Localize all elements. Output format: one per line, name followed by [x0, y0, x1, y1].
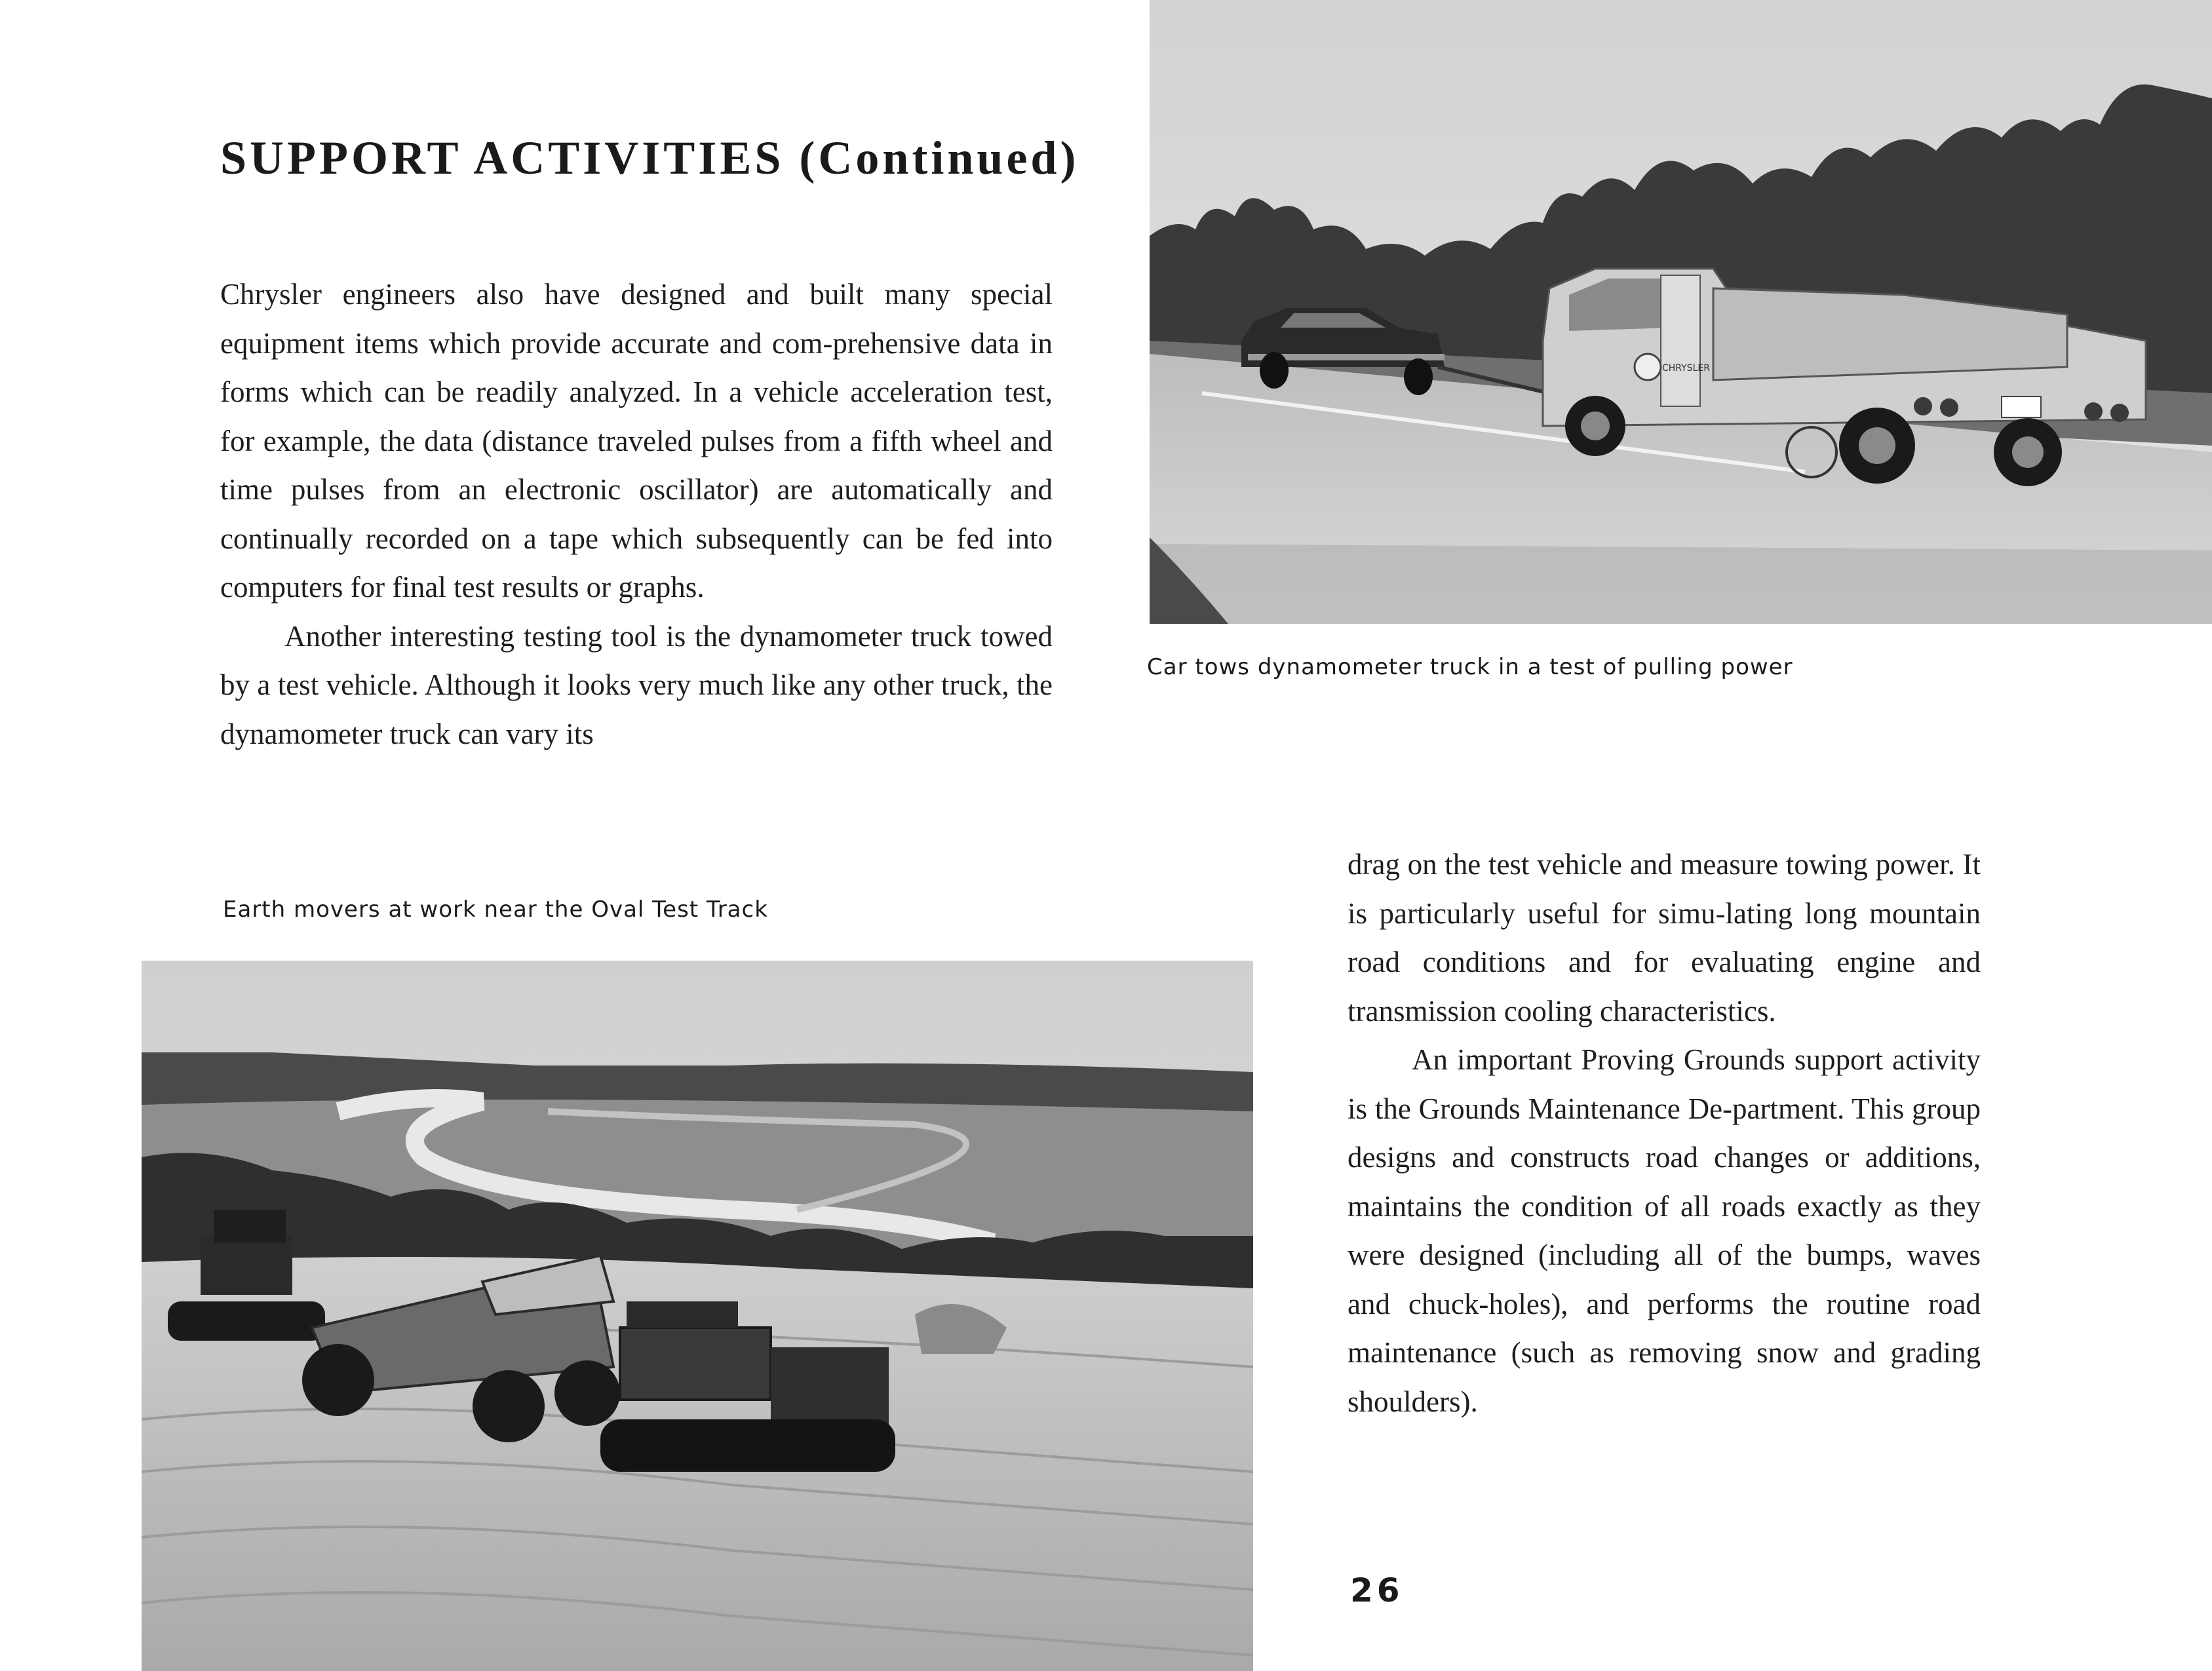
truck-door-lettering: CHRYSLER: [1662, 363, 1710, 374]
paragraph-equipment: Chrysler engineers also have designed and built many special equipment items which provide accurate and com-prehensive data in forms which can be readily analyzed. In a vehicle acceleration test, for example, the data (distance traveled pulses from a fifth wheel and time pulses from an electronic oscillator) are automatically and continually recorded on a tape which subsequently can be fed into computers for final test results or graphs.: [220, 278, 1053, 604]
page-number: 26: [1350, 1571, 1404, 1609]
photo-dynamometer-truck: [1150, 0, 2212, 624]
right-text-column: [1348, 840, 1981, 1426]
road-shoulder: [1150, 544, 2212, 624]
truck-photo-graphic: [1150, 0, 2212, 624]
page-heading: SUPPORT ACTIVITIES (Continued): [220, 132, 1079, 184]
paragraph-drag: drag on the test vehicle and measure towing power. It is particularly useful for simu-lating long mountain road conditions and for evaluating engine and transmission cooling characteristics.: [1348, 848, 1981, 1028]
truck-photo-caption: Car tows dynamometer truck in a test of pulling power: [1147, 654, 1793, 680]
paragraph-grounds-maintenance: An important Proving Grounds support activity is the Grounds Maintenance De-partment. This group designs and constructs road changes or additions, maintains the condition of all roads exactly as they were designed (including all of the bumps, waves and chuck-holes), and performs the routine road maintenance (such as removing snow and grading shoulders).: [1348, 1043, 1981, 1418]
earth-movers-photo-graphic: [142, 961, 1253, 1671]
earth-movers-photo-caption: Earth movers at work near the Oval Test Track: [223, 896, 768, 923]
left-text-column: [220, 270, 1053, 758]
paragraph-dynamometer: Another interesting testing tool is the dynamometer truck towed by a test vehicle. Although it looks very much like any other truck, the dynamometer truck can vary its: [220, 619, 1053, 750]
photo-earth-movers: [142, 961, 1253, 1671]
